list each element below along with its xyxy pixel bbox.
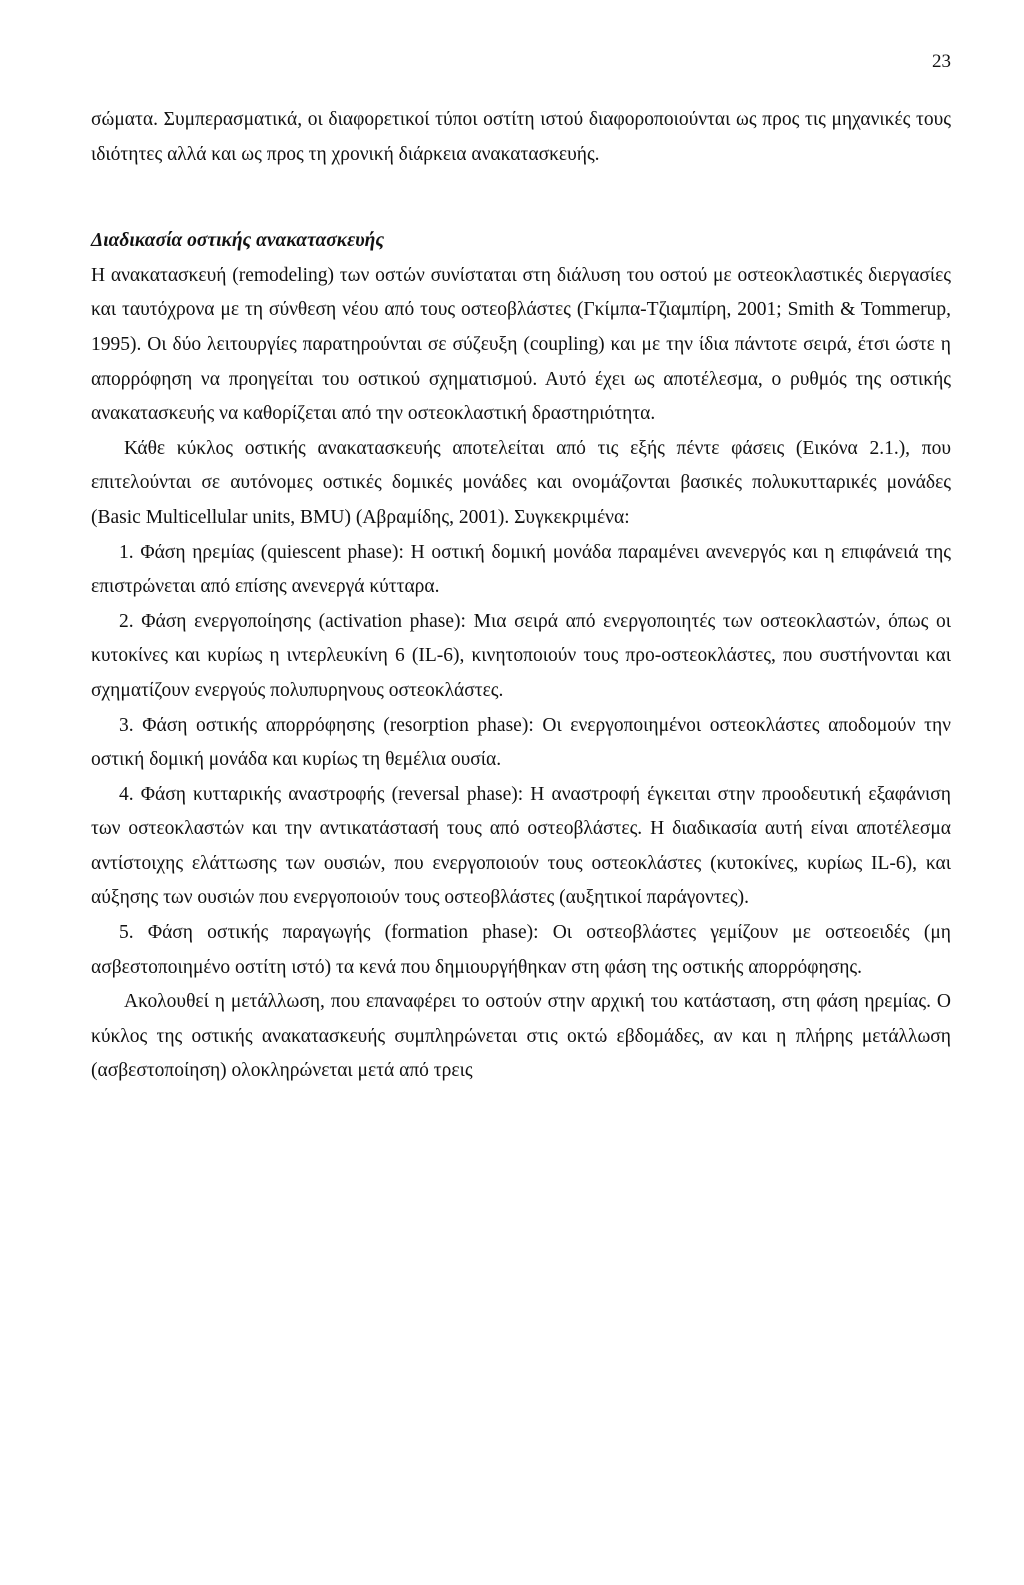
phase-item-4: 4. Φάση κυτταρικής αναστροφής (reversal phase): Η αναστροφή έγκειται στην προοδευτική εξαφάνιση των οστεοκλαστών και την αντικατάστασή τους από οστεοβλάστες. Η διαδικασία αυτή είναι αποτέλεσμα αντίστοιχης ελάττωσης των ουσιών, που ενεργοποιούν τους οστεοκλάστες (κυτοκίνες, κυρίως IL-6), και αύξησης των ουσιών που ενεργοποιούν τους οστεοβλάστες (αυξητικοί παράγοντες). <box>91 783 951 909</box>
paragraph-mineralization: Ακολουθεί η μετάλλωση, που επαναφέρει το οστούν στην αρχική του κατάσταση, στη φάση ηρεμίας. Ο κύκλος της οστικής ανακατασκευής συμπληρώνεται στις οκτώ εβδομάδες, αν και η πλήρης μετάλλωση (ασβεστοποίηση) ολοκληρώνεται μετά από τρεις <box>91 991 951 1082</box>
phase-item-1: 1. Φάση ηρεμίας (quiescent phase): Η οστική δομική μονάδα παραμένει ανενεργός και η επιφάνειά της επιστρώνεται από επίσης ανενεργά κύτταρα. <box>91 541 951 598</box>
paragraph-remodeling: Η ανακατασκευή (remodeling) των οστών συνίσταται στη διάλυση του οστού με οστεοκλαστικές διεργασίες και ταυτόχρονα με τη σύνθεση νέου από τους οστεοβλάστες (Γκίμπα-Τζιαμπίρη, 2001; Smith & Tommerup, 1995). Οι δύο λειτουργίες παρατηρούνται σε σύζευξη (coupling) και με την ίδια πάντοτε σειρά, έτσι ώστε η απορρόφηση να προηγείται του οστικού σχηματισμού. Αυτό έχει ως αποτέλεσμα, ο ρυθμός της οστικής ανακατασκευής να καθορίζεται από την οστεοκλαστική δραστηριότητα. <box>91 264 951 425</box>
paragraph-intro: σώματα. Συμπερασματικά, οι διαφορετικοί τύποι οστίτη ιστού διαφοροποιούνται ως προς τις μηχανικές τους ιδιότητες αλλά και ως προς τη χρονική διάρκεια ανακατασκευής. <box>91 109 951 165</box>
paragraph-cycle: Κάθε κύκλος οστικής ανακατασκευής αποτελείται από τις εξής πέντε φάσεις (Εικόνα 2.1.), που επιτελούνται σε αυτόνομες οστικές δομικές μονάδες και ονομάζονται βασικές πολυκυτταρικές μονάδες (Basic Multicellular units, BMU) (Αβραμίδης, 2001). Συγκεκριμένα: <box>91 437 951 528</box>
body-text <box>91 103 951 1089</box>
section-heading: Διαδικασία οστικής ανακατασκευής <box>91 230 385 252</box>
phase-item-2: 2. Φάση ενεργοποίησης (activation phase): Μια σειρά από ενεργοποιητές των οστεοκλαστών, όπως οι κυτοκίνες και κυρίως η ιντερλευκίνη 6 (IL-6), κινητοποιούν τους προ-οστεοκλάστες, που συστήνονται και σχηματίζουν ενεργούς πολυπυρηνους οστεοκλάστες. <box>91 610 951 701</box>
page-number: 23 <box>932 51 951 72</box>
phase-item-5: 5. Φάση οστικής παραγωγής (formation phase): Οι οστεοβλάστες γεμίζουν με οστεοειδές (μη ασβεστοποιημένο οστίτη ιστό) τα κενά που δημιουργήθηκαν στη φάση της οστικής απορρόφησης. <box>91 922 951 978</box>
phase-item-3: 3. Φάση οστικής απορρόφησης (resorption phase): Οι ενεργοποιημένοι οστεοκλάστες αποδομούν την οστική δομική μονάδα και κυρίως τη θεμέλια ουσία. <box>91 714 951 771</box>
